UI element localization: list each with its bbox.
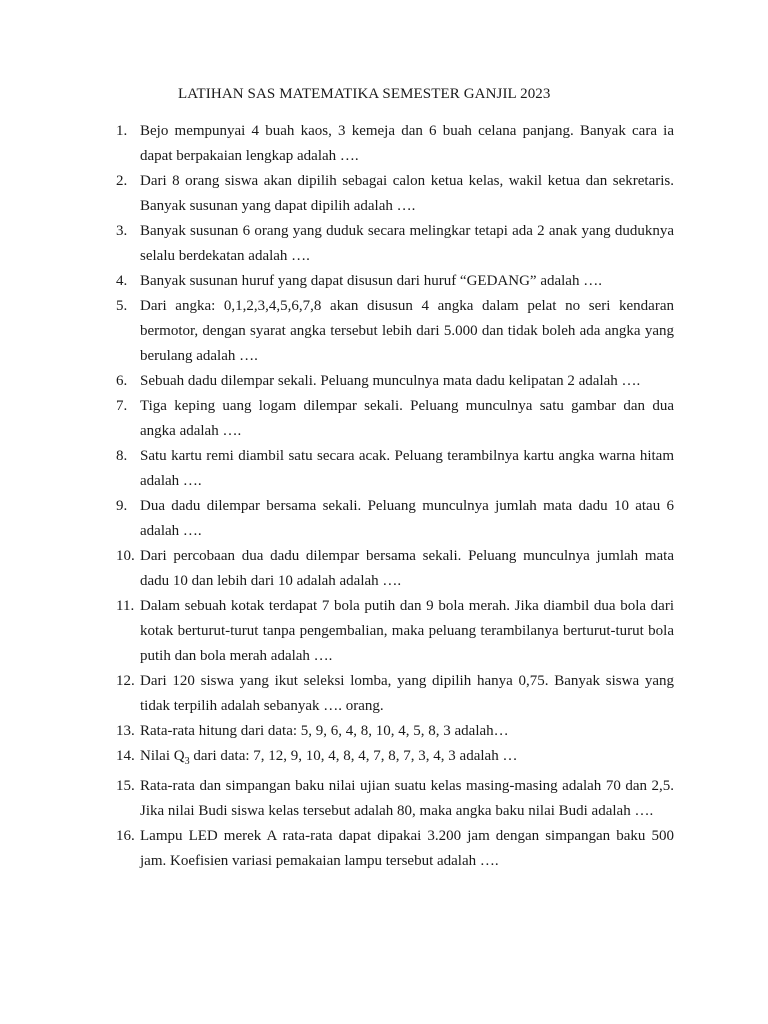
question-number: 13.	[116, 723, 135, 739]
question-number: 7.	[116, 398, 128, 414]
question-number: 9.	[116, 498, 128, 514]
question-text: Dari angka: 0,1,2,3,4,5,6,7,8 akan disusun 4 angka dalam pelat no seri kendaran bermotor, dengan syarat angka tersebut lebih dari 5.000 dan tidak boleh ada angka yang berulang adalah ….	[140, 298, 674, 364]
question-number: 4.	[116, 273, 128, 289]
question-text: Dari 120 siswa yang ikut seleksi lomba, yang dipilih hanya 0,75. Banyak siswa yang tidak terpilih adalah sebanyak …. orang.	[140, 673, 674, 714]
question-text: Banyak susunan 6 orang yang duduk secara melingkar tetapi ada 2 anak yang duduknya selalu berdekatan adalah ….	[140, 223, 674, 264]
question-number: 15.	[116, 778, 135, 794]
question-text: Bejo mempunyai 4 buah kaos, 3 kemeja dan 6 buah celana panjang. Banyak cara ia dapat berpakaian lengkap adalah ….	[140, 123, 674, 164]
question-text: Dari 8 orang siswa akan dipilih sebagai calon ketua kelas, wakil ketua dan sekretaris. Banyak susunan yang dapat dipilih adalah ….	[140, 173, 674, 214]
question-number: 14.	[116, 748, 135, 764]
question-16	[0, 824, 768, 874]
question-7	[0, 394, 768, 444]
question-number: 5.	[116, 298, 128, 314]
question-text: Rata-rata dan simpangan baku nilai ujian suatu kelas masing-masing adalah 70 dan 2,5. Jika nilai Budi siswa kelas tersebut adalah 80, maka angka baku nilai Budi adalah ….	[140, 778, 674, 819]
question-text: Rata-rata hitung dari data: 5, 9, 6, 4, 8, 10, 4, 5, 8, 3 adalah…	[140, 723, 509, 739]
question-number: 12.	[116, 673, 135, 689]
question-8	[0, 444, 768, 494]
question-10	[0, 544, 768, 594]
question-number: 2.	[116, 173, 128, 189]
question-text: Dari percobaan dua dadu dilempar bersama sekali. Peluang munculnya jumlah mata dadu 10 dan lebih dari 10 adalah adalah ….	[140, 548, 674, 589]
question-text: Satu kartu remi diambil satu secara acak. Peluang terambilnya kartu angka warna hitam adalah ….	[140, 448, 674, 489]
question-text: Tiga keping uang logam dilempar sekali. Peluang munculnya satu gambar dan dua angka adalah ….	[140, 398, 674, 439]
question-14	[0, 744, 768, 774]
question-5	[0, 294, 768, 369]
question-text: Dua dadu dilempar bersama sekali. Peluang munculnya jumlah mata dadu 10 atau 6 adalah ….	[140, 498, 674, 539]
question-text-after: dari data: 7, 12, 9, 10, 4, 8, 4, 7, 8, 7, 3, 4, 3 adalah …	[189, 748, 518, 764]
question-number: 10.	[116, 548, 135, 564]
question-number: 11.	[116, 598, 135, 614]
question-text: Banyak susunan huruf yang dapat disusun dari huruf “GEDANG” adalah ….	[140, 273, 602, 289]
question-number: 1.	[116, 123, 128, 139]
question-text: Sebuah dadu dilempar sekali. Peluang munculnya mata dadu kelipatan 2 adalah ….	[140, 373, 641, 389]
question-9	[0, 494, 768, 544]
question-number: 16.	[116, 828, 135, 844]
question-number: 8.	[116, 448, 128, 464]
question-list	[0, 119, 768, 874]
question-number: 6.	[116, 373, 128, 389]
question-15	[0, 774, 768, 824]
question-text	[140, 744, 674, 774]
question-text-before: Nilai Q	[140, 748, 185, 764]
question-6	[0, 369, 768, 394]
question-1	[0, 119, 768, 169]
page-title: LATIHAN SAS MATEMATIKA SEMESTER GANJIL 2023	[178, 86, 551, 102]
question-text: Dalam sebuah kotak terdapat 7 bola putih dan 9 bola merah. Jika diambil dua bola dari kotak berturut-turut tanpa pengembalian, maka peluang terambilanya berturut-turut bola putih dan bola merah adalah ….	[140, 598, 674, 664]
question-4	[0, 269, 768, 294]
question-text: Lampu LED merek A rata-rata dapat dipakai 3.200 jam dengan simpangan baku 500 jam. Koefisien variasi pemakaian lampu tersebut adalah ….	[140, 828, 674, 869]
question-number: 3.	[116, 223, 128, 239]
question-11	[0, 594, 768, 669]
question-2	[0, 169, 768, 219]
question-12	[0, 669, 768, 719]
quartile-subscript: 3	[184, 756, 190, 767]
question-13	[0, 719, 768, 744]
question-3	[0, 219, 768, 269]
